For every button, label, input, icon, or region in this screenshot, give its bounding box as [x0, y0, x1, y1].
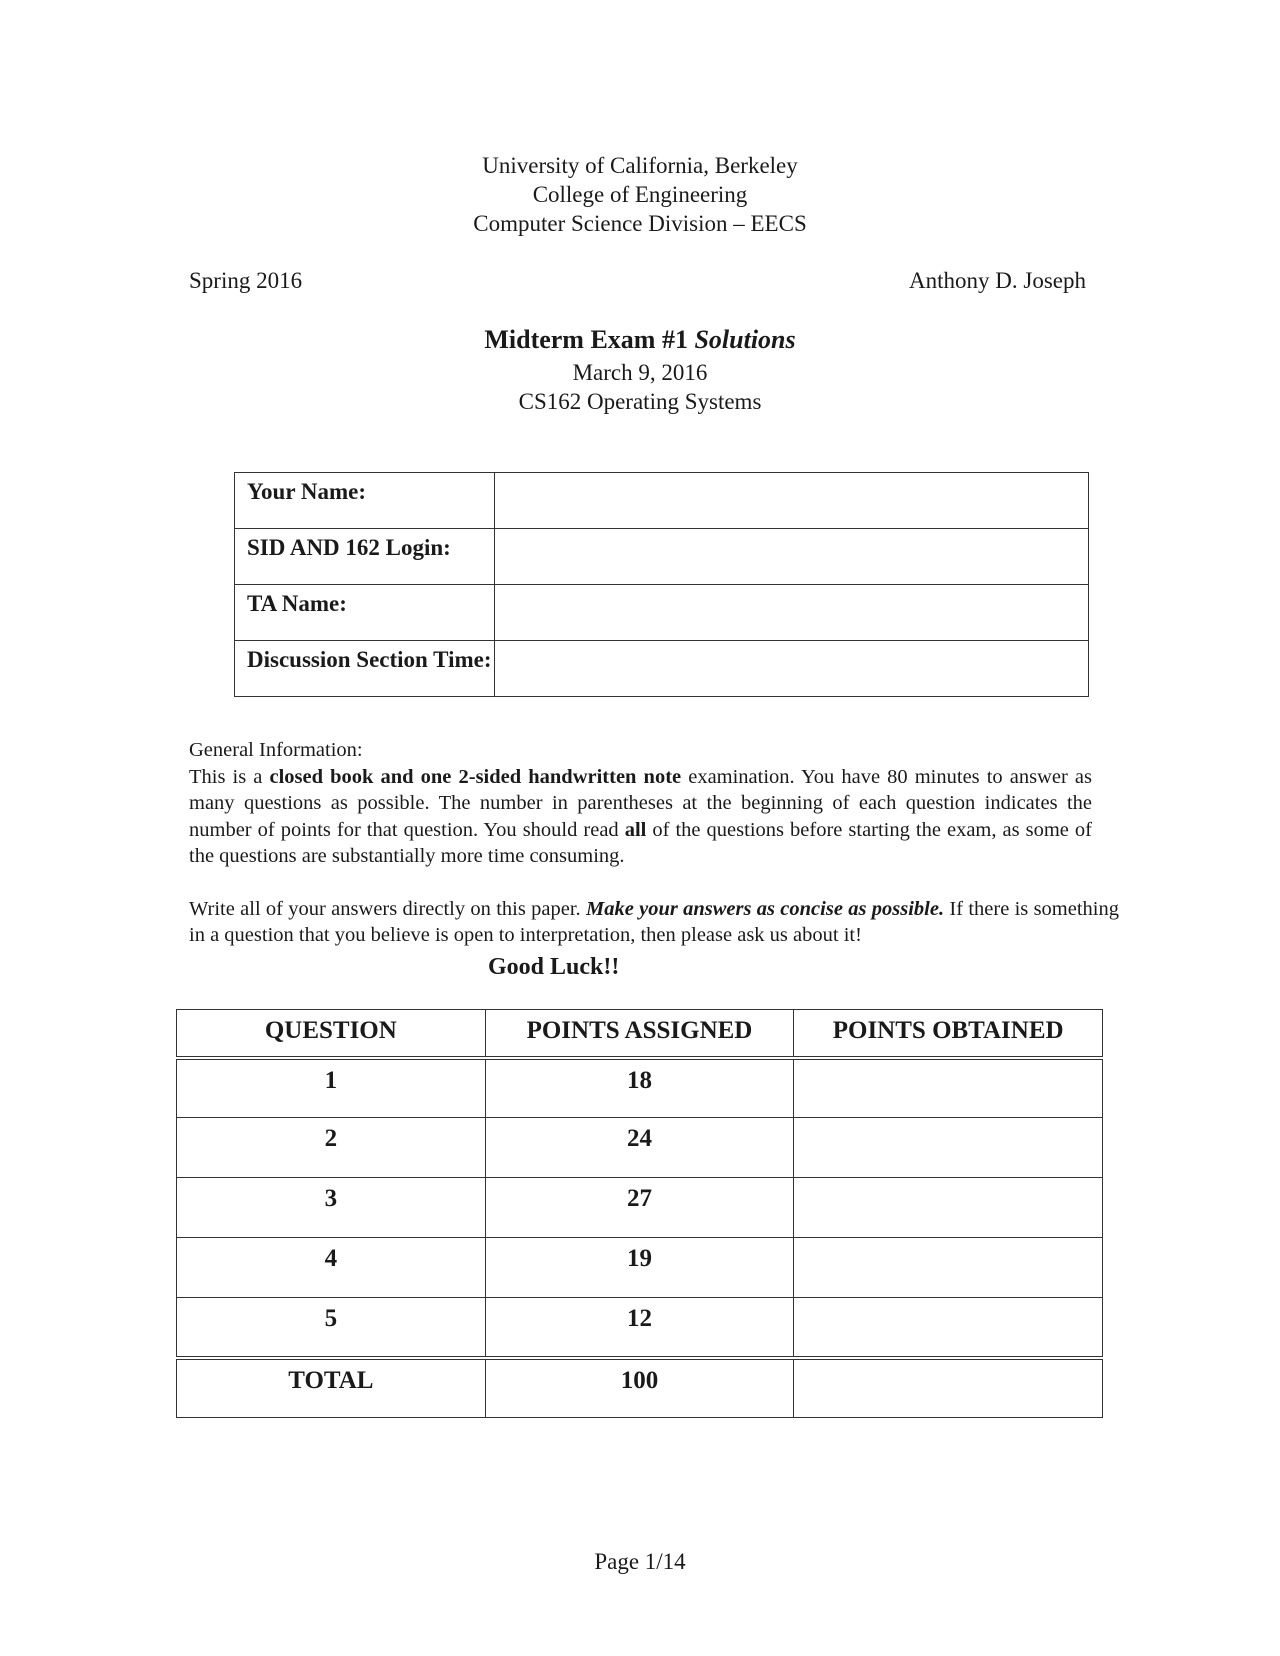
points-assigned: 12: [485, 1298, 794, 1358]
general-information: [189, 737, 1119, 949]
points-assigned: 19: [485, 1238, 794, 1298]
exam-title: [0, 324, 1280, 356]
total-label: TOTAL: [177, 1358, 486, 1418]
table-row: [177, 1058, 1103, 1118]
section-time-field[interactable]: [495, 641, 1089, 697]
question-number: 4: [177, 1238, 486, 1298]
info-row-name: [235, 473, 1089, 529]
question-number: 1: [177, 1058, 486, 1118]
total-obtained[interactable]: [794, 1358, 1103, 1418]
general-info-paragraph: [189, 764, 1092, 870]
page-number: Page 1/14: [594, 1549, 686, 1574]
text-run: This is a: [189, 765, 270, 788]
table-row: [177, 1178, 1103, 1238]
text-run: If there is something in a question that you believe is open to interpretation, then please ask us about it!: [189, 897, 1119, 946]
exam-title-suffix: Solutions: [694, 325, 796, 354]
points-obtained[interactable]: [794, 1178, 1103, 1238]
score-table: [176, 1009, 1103, 1418]
instructions-paragraph: [189, 896, 1119, 949]
exam-date: March 9, 2016: [572, 360, 708, 385]
info-label: TA Name:: [235, 585, 495, 641]
info-row-ta: [235, 585, 1089, 641]
university-name: University of California, Berkeley: [482, 153, 798, 178]
column-header-points-obtained: POINTS OBTAINED: [794, 1010, 1103, 1058]
student-info-table: [234, 472, 1089, 697]
text-run: of the questions before starting the exam, as some of the questions are substantially more time consuming.: [189, 818, 1092, 867]
term: Spring 2016: [189, 268, 303, 293]
points-assigned: 24: [485, 1118, 794, 1178]
text-run: examination. You have 80 minutes to answer as many questions as possible. The number in parentheses at the beginning of each question indicates the number of points for that question. You should read: [189, 765, 1093, 841]
points-obtained[interactable]: [794, 1298, 1103, 1358]
ta-name-field[interactable]: [495, 585, 1089, 641]
info-label: Your Name:: [235, 473, 495, 529]
table-row: [177, 1238, 1103, 1298]
text-run-bold: all: [624, 818, 647, 841]
instructor: Anthony D. Joseph: [909, 268, 1086, 293]
total-row: [177, 1358, 1103, 1418]
text-run-bold-italic: Make your answers as concise as possible.: [585, 897, 945, 920]
table-row: [177, 1298, 1103, 1358]
general-info-heading: General Information:: [189, 739, 363, 761]
points-assigned: 18: [485, 1058, 794, 1118]
points-obtained[interactable]: [794, 1238, 1103, 1298]
question-number: 2: [177, 1118, 486, 1178]
text-run: Write all of your answers directly on this paper.: [189, 897, 586, 920]
score-header-row: [177, 1010, 1103, 1058]
points-obtained[interactable]: [794, 1058, 1103, 1118]
info-label: Discussion Section Time:: [235, 641, 495, 697]
question-number: 3: [177, 1178, 486, 1238]
sid-login-field[interactable]: [495, 529, 1089, 585]
info-label: SID AND 162 Login:: [235, 529, 495, 585]
exam-course: CS162 Operating Systems: [518, 389, 762, 414]
points-assigned: 27: [485, 1178, 794, 1238]
exam-title-main: Midterm Exam #1: [484, 325, 688, 354]
info-row-section: [235, 641, 1089, 697]
column-header-points-assigned: POINTS ASSIGNED: [485, 1010, 794, 1058]
column-header-question: QUESTION: [177, 1010, 486, 1058]
text-run-bold: closed book and one 2-sided handwritten note: [269, 765, 682, 788]
total-assigned: 100: [485, 1358, 794, 1418]
points-obtained[interactable]: [794, 1118, 1103, 1178]
division-name: Computer Science Division – EECS: [473, 211, 807, 236]
table-row: [177, 1118, 1103, 1178]
good-luck: Good Luck!!: [488, 954, 620, 980]
name-field[interactable]: [495, 473, 1089, 529]
info-row-sid: [235, 529, 1089, 585]
college-name: College of Engineering: [532, 182, 748, 207]
question-number: 5: [177, 1298, 486, 1358]
